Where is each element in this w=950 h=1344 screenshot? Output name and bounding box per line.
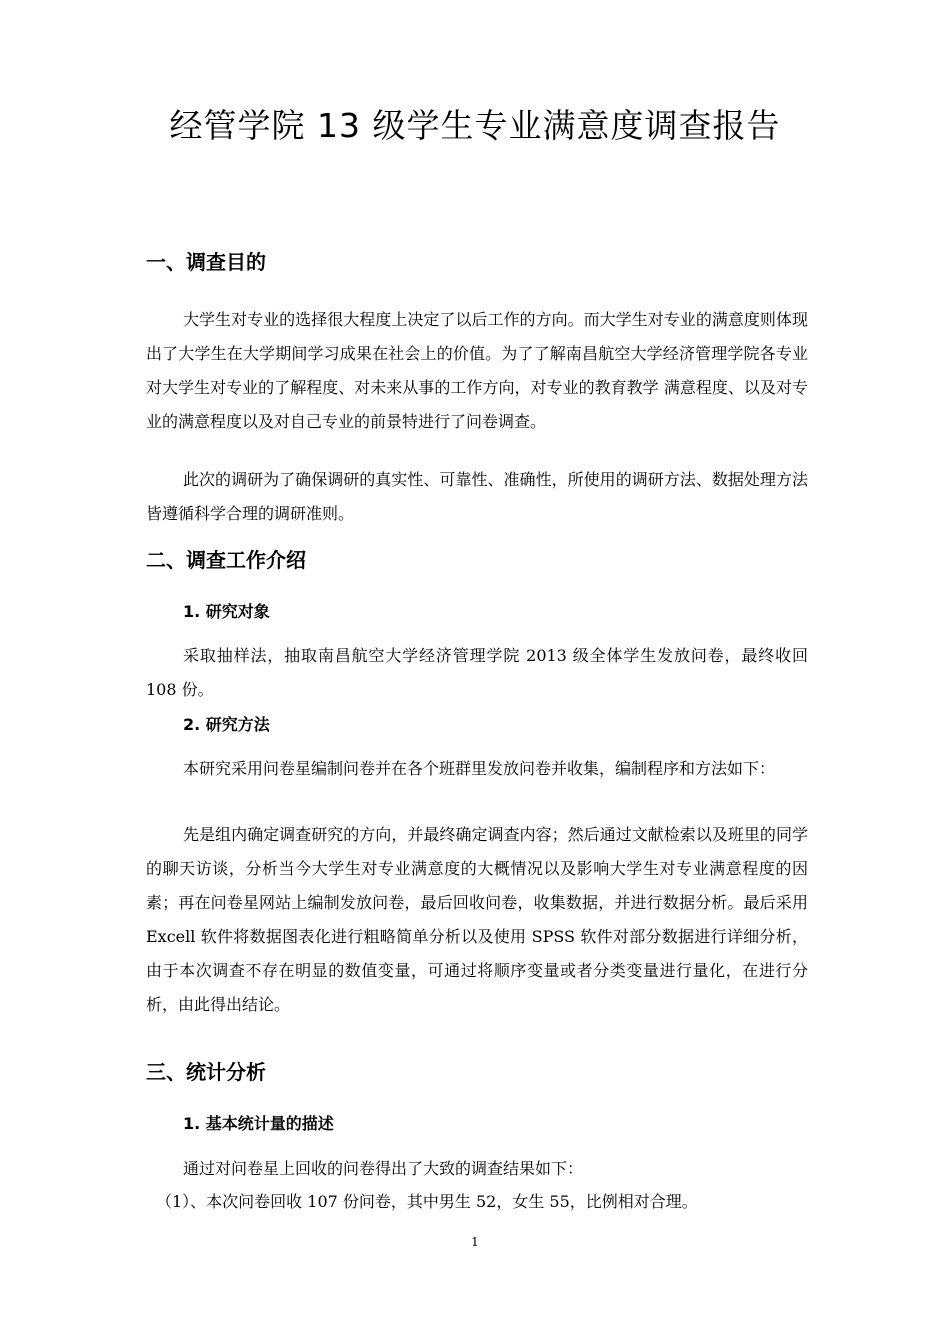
paragraph-statistics-1: 通过对问卷星上回收的问卷得出了大致的调查结果如下： [183,1159,584,1178]
subsection-heading-research-object: 1. 研究对象 [183,602,270,621]
subsection-heading-research-method: 2. 研究方法 [183,715,270,734]
section-heading-statistics: 三、统计分析 [146,1060,266,1084]
paragraph-statistics-2: （1）、本次问卷回收 107 份问卷，其中男生 52，女生 55，比例相对合理。 [156,1192,698,1211]
page-number: 1 [471,1235,479,1249]
paragraph-research-method-1: 本研究采用问卷星编制问卷并在各个班群里发放问卷并收集，编制程序和方法如下： [183,759,776,778]
paragraph-purpose-2: 此次的调研为了确保调研的真实性、可靠性、准确性，所使用的调研方法、数据处理方法皆遵循科学合理的调研准则。 [146,470,808,523]
paragraph-research-object: 采取抽样法，抽取南昌航空大学经济管理学院 2013 级全体学生发放问卷，最终收回 108 份。 [146,646,808,699]
paragraph-purpose-1: 大学生对专业的选择很大程度上决定了以后工作的方向。而大学生对专业的满意度则体现出了大学生在大学期间学习成果在社会上的价值。为了了解南昌航空大学经济管理学院各专业对大学生对专业的了解程度、对未来从事的工作方向，对专业的教育教学 满意程度、以及对专业的满意程度以及对自己专业的前景特进行了问卷调查。 [146,310,808,431]
page-title: 经管学院 13 级学生专业满意度调查报告 [169,106,781,145]
section-heading-work-intro: 二、调查工作介绍 [146,548,306,572]
subsection-heading-basic-statistics: 1. 基本统计量的描述 [183,1114,334,1133]
paragraph-research-method-2: 先是组内确定调查研究的方向，并最终确定调查内容；然后通过文献检索以及班里的同学的聊天访谈，分析当今大学生对专业满意度的大概情况以及影响大学生对专业满意程度的因素；再在问卷星网站上编制发放问卷，最后回收问卷，收集数据，并进行数据分析。最后采用 Excell 软件将数据图表化进行粗略简单分析以及使用 SPSS 软件对部分数据进行详细分析，由于本次调查不存在明显的数值变量，可通过将顺序变量或者分类变量进行量化，在进行分析，由此得出结论。 [146,825,808,1014]
section-heading-purpose: 一、调查目的 [146,250,266,274]
